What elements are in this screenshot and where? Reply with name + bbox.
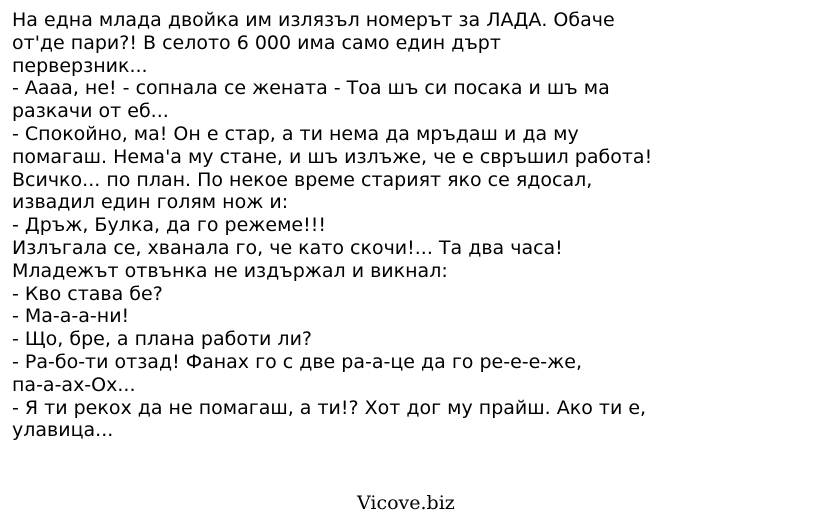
joke-line-4: - Аааа, не! - сопнала се жената - Тоа шъ си посака и шъ ма <box>12 77 610 100</box>
joke-line-2: от'де пари?! В селото 6 000 има само един дърт <box>12 31 501 54</box>
joke-line-15: - Що, бре, а плана работи ли? <box>12 328 313 351</box>
joke-line-12: Младежът отвънка не издържал и викнал: <box>12 259 448 282</box>
joke-line-18: - Я ти рекох да не помагаш, а ти!? Хот дог му прайш. Ако ти е, <box>12 396 647 419</box>
joke-text <box>12 9 802 442</box>
joke-line-17: па-а-ах-Ох... <box>12 373 136 396</box>
joke-line-5: разкачи от еб... <box>12 100 169 123</box>
joke-line-19: улавица... <box>12 419 114 442</box>
joke-line-10: - Дръж, Булка, да го режеме!!! <box>12 214 326 237</box>
joke-line-11: Излъгала се, хванала го, че като скочи!... Та два часа! <box>12 236 563 259</box>
joke-line-6: - Спокойно, ма! Он е стар, а ти нема да мръдаш и да му <box>12 122 579 145</box>
joke-line-14: - Ма-а-а-ни! <box>12 305 130 328</box>
joke-line-1: На една млада двойка им излязъл номерът за ЛАДА. Обаче <box>12 9 615 31</box>
joke-line-8: Всичко... по план. По некое време старият яко се ядосал, <box>12 168 593 191</box>
joke-line-13: - Кво става бе? <box>12 282 163 305</box>
joke-line-16: - Ра-бо-ти отзад! Фанах го с две ра-а-це да го ре-е-е-же, <box>12 350 583 373</box>
site-watermark: Vicove.biz <box>357 492 455 514</box>
joke-line-7: помагаш. Нема'а му стане, и шъ излъже, че е свръшил работа! <box>12 145 653 168</box>
joke-line-9: извадил един голям нож и: <box>12 191 289 214</box>
joke-line-3: перверзник... <box>12 54 148 77</box>
